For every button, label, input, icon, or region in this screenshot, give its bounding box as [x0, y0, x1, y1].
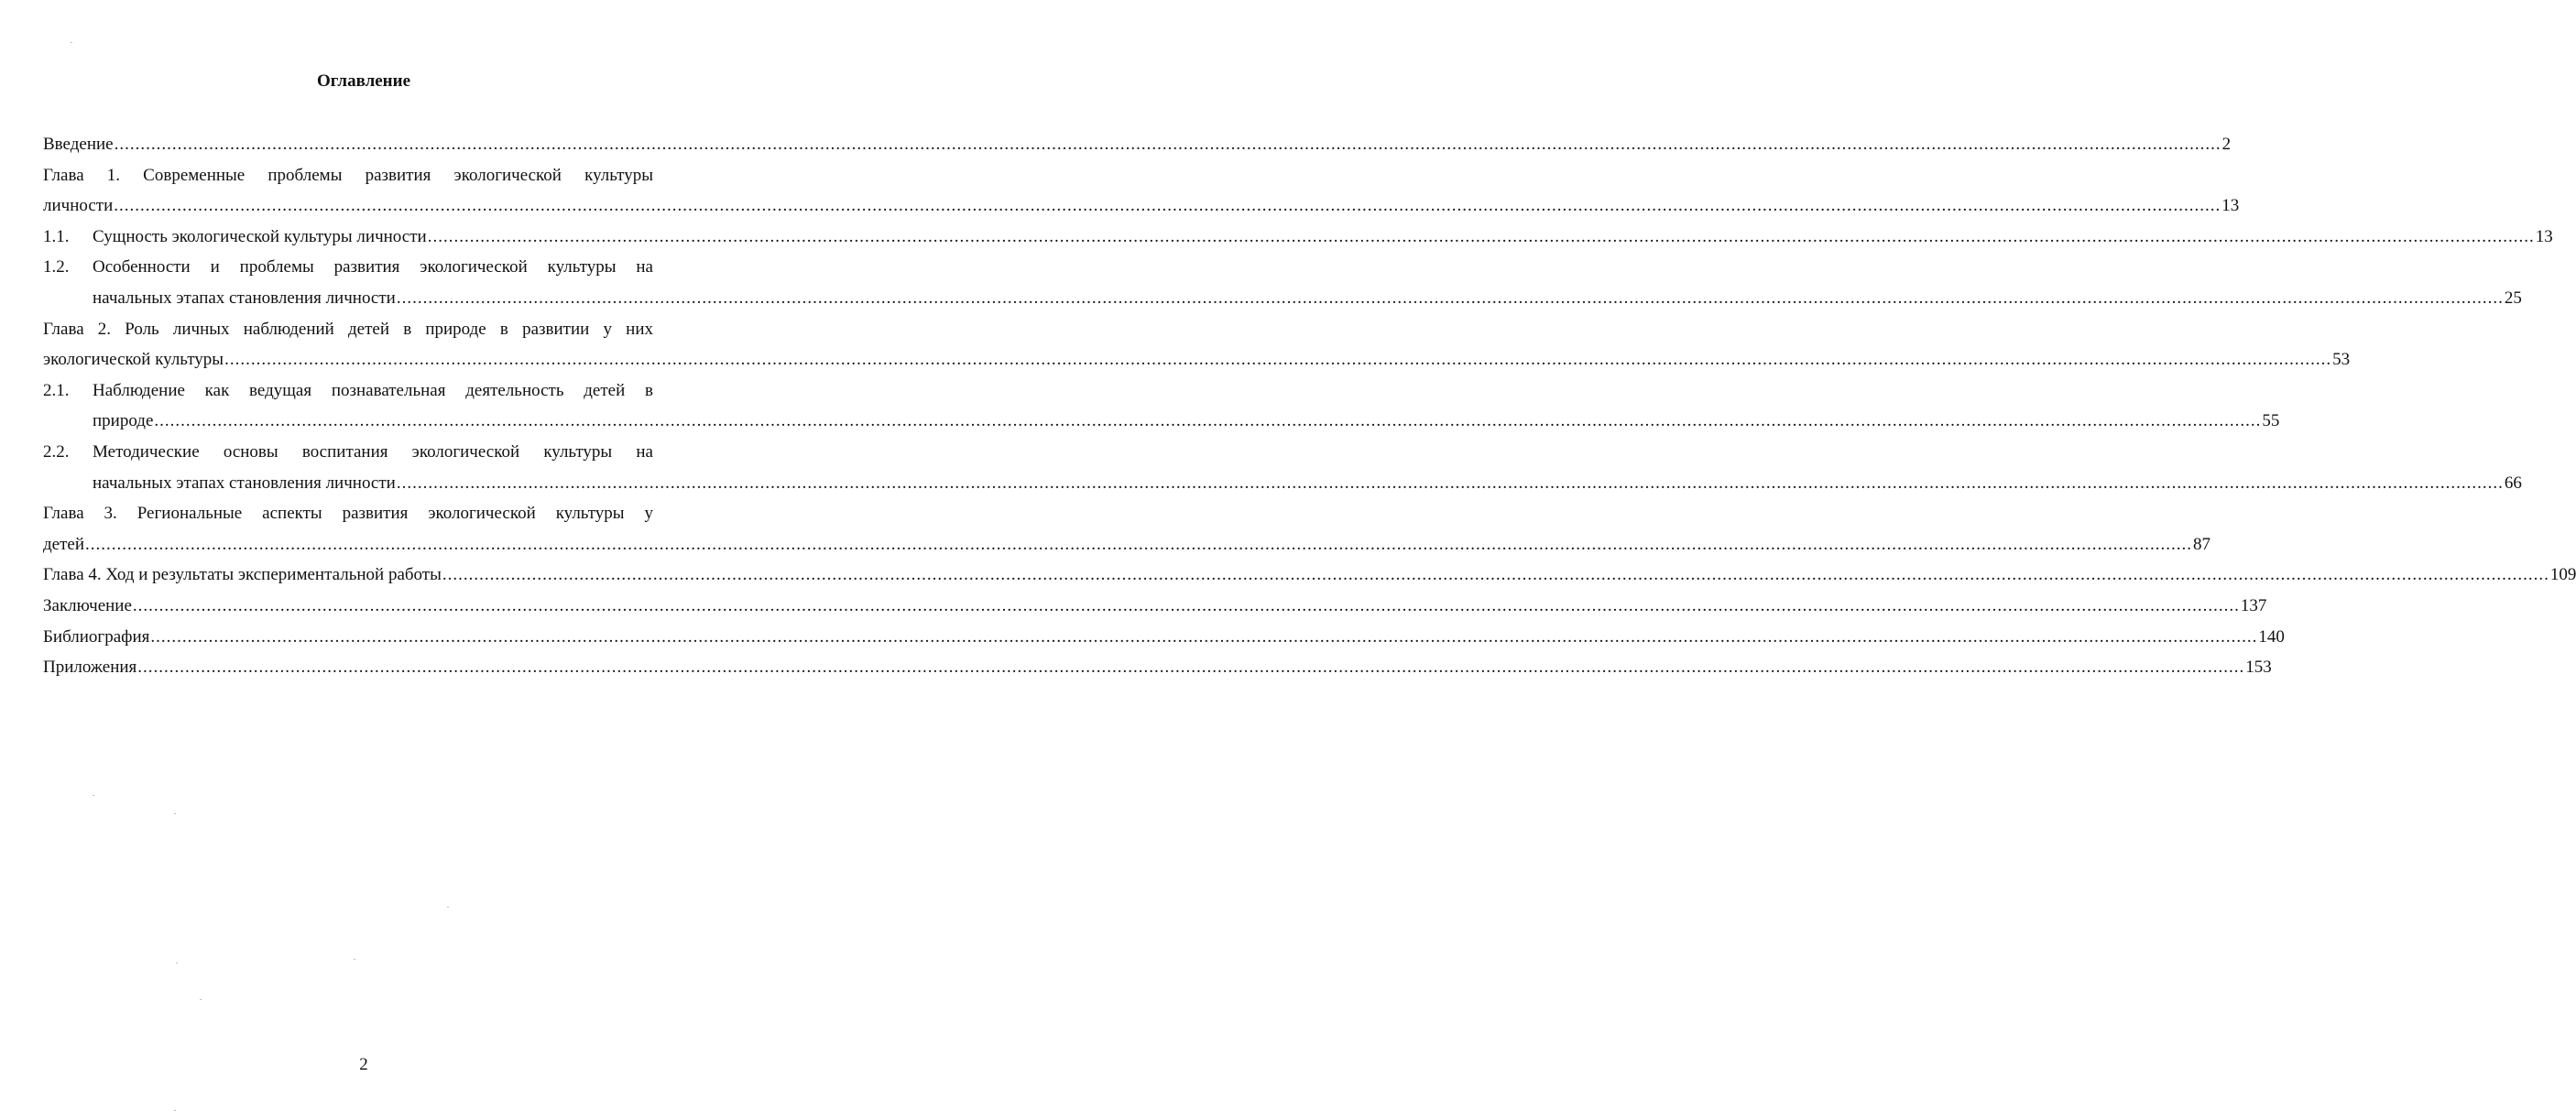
- page-title: Оглавление: [316, 71, 411, 91]
- toc-entry-title-line-2: личности: [43, 196, 114, 216]
- table-of-contents: [43, 134, 2576, 688]
- scan-speck: [447, 907, 449, 908]
- toc-entry-title: Глава 4. Ход и результаты экспериментальной работы: [43, 565, 442, 585]
- toc-entry-number: 2.2.: [43, 441, 70, 462]
- toc-entry-title-line-1: Особенности и проблемы развития экологической культуры на: [93, 257, 653, 277]
- toc-entry-conclusion[interactable]: [43, 595, 2267, 626]
- toc-entry-chapter-2-continued[interactable]: [43, 349, 2351, 380]
- toc-entry-section-2-1-continued[interactable]: [43, 410, 2280, 441]
- toc-entry-number: 1.1.: [43, 226, 70, 246]
- toc-entry-section-1-1[interactable]: [43, 226, 2553, 257]
- toc-entry-title: Сущность экологической культуры личности: [93, 226, 427, 246]
- dot-leader: ................................................................................................................................................................................................................................................................................................................................................................................................................: [154, 411, 2262, 431]
- toc-entry-title-line-1: Глава 1. Современные проблемы развития экологической культуры: [43, 165, 653, 185]
- toc-entry-page: 13: [2535, 226, 2553, 246]
- toc-entry-page: 66: [2504, 473, 2522, 493]
- toc-entry-title-line-2: детей: [43, 534, 85, 554]
- toc-entry-chapter-2[interactable]: [43, 319, 653, 350]
- toc-entry-number: 2.1.: [43, 380, 70, 400]
- toc-entry-title: Приложения: [43, 658, 137, 678]
- toc-entry-title-line-1: Глава 2. Роль личных наблюдений детей в природе в развитии у них: [43, 319, 653, 339]
- toc-entry-chapter-3-continued[interactable]: [43, 534, 2211, 565]
- toc-entry-title-line-1: Методические основы воспитания экологической культуры на: [93, 441, 653, 462]
- toc-entry-title-line-1: Наблюдение как ведущая познавательная деятельность детей в: [93, 380, 653, 400]
- dot-leader: ................................................................................................................................................................................................................................................................................................................................................................................................................: [114, 135, 2221, 154]
- toc-entry-page: 140: [2258, 626, 2285, 647]
- dot-leader: ................................................................................................................................................................................................................................................................................................................................................................................................................: [85, 534, 2193, 554]
- toc-entry-page: 25: [2504, 288, 2522, 308]
- toc-entry-title: Заключение: [43, 595, 132, 615]
- scan-speck: [354, 959, 355, 960]
- scan-speck: [174, 813, 176, 814]
- toc-entry-page: 13: [2221, 196, 2240, 216]
- scan-speck: [71, 42, 72, 43]
- toc-entry-title-line-2: экологической культуры: [43, 350, 224, 370]
- toc-entry-chapter-1[interactable]: [43, 165, 653, 196]
- toc-entry-appendices[interactable]: [43, 657, 2272, 688]
- dot-leader: ................................................................................................................................................................................................................................................................................................................................................................................................................: [442, 565, 2549, 585]
- page-number: 2: [359, 1055, 368, 1074]
- toc-entry-section-1-2-continued[interactable]: [43, 288, 2522, 319]
- toc-entry-chapter-4[interactable]: [43, 564, 2576, 595]
- toc-entry-section-2-1[interactable]: [43, 380, 653, 411]
- toc-entry-title-line-2: начальных этапах становления личности: [93, 288, 396, 308]
- dot-leader: ................................................................................................................................................................................................................................................................................................................................................................................................................: [132, 595, 2240, 615]
- scan-speck: [93, 795, 94, 796]
- toc-entry-page: 2: [2221, 135, 2232, 154]
- toc-entry-title-line-2: природе: [93, 411, 154, 431]
- scan-speck: [174, 1110, 176, 1111]
- toc-entry-bibliography[interactable]: [43, 626, 2285, 658]
- scan-speck: [200, 999, 202, 1000]
- toc-entry-chapter-1-continued[interactable]: [43, 195, 2240, 226]
- toc-entry-title-line-1: Глава 3. Региональные аспекты развития экологической культуры у: [43, 504, 653, 524]
- toc-entry-page: 87: [2193, 534, 2211, 554]
- dot-leader: ................................................................................................................................................................................................................................................................................................................................................................................................................: [224, 350, 2332, 370]
- toc-entry-page: 55: [2262, 411, 2280, 431]
- toc-entry-title: Библиография: [43, 626, 150, 647]
- toc-entry-title-line-2: начальных этапах становления личности: [93, 473, 396, 493]
- toc-entry-section-1-2[interactable]: [43, 256, 653, 288]
- scan-speck: [176, 962, 178, 963]
- dot-leader: ................................................................................................................................................................................................................................................................................................................................................................................................................: [396, 473, 2504, 493]
- toc-entry-page: 153: [2245, 658, 2272, 678]
- toc-entry-section-2-2-continued[interactable]: [43, 473, 2522, 504]
- toc-entry-page: 53: [2332, 350, 2351, 370]
- dot-leader: ................................................................................................................................................................................................................................................................................................................................................................................................................: [427, 226, 2535, 246]
- toc-entry-chapter-3[interactable]: [43, 503, 653, 534]
- toc-entry-section-2-2[interactable]: [43, 441, 653, 473]
- dot-leader: ................................................................................................................................................................................................................................................................................................................................................................................................................: [137, 658, 2245, 678]
- dot-leader: ................................................................................................................................................................................................................................................................................................................................................................................................................: [150, 626, 2258, 647]
- dot-leader: ................................................................................................................................................................................................................................................................................................................................................................................................................: [396, 288, 2504, 308]
- toc-entry-title: Введение: [43, 135, 114, 154]
- toc-entry-introduction[interactable]: [43, 134, 2232, 165]
- toc-entry-page: 109: [2549, 565, 2576, 585]
- dot-leader: ................................................................................................................................................................................................................................................................................................................................................................................................................: [114, 196, 2221, 216]
- toc-entry-page: 137: [2240, 595, 2267, 615]
- toc-entry-number: 1.2.: [43, 257, 70, 277]
